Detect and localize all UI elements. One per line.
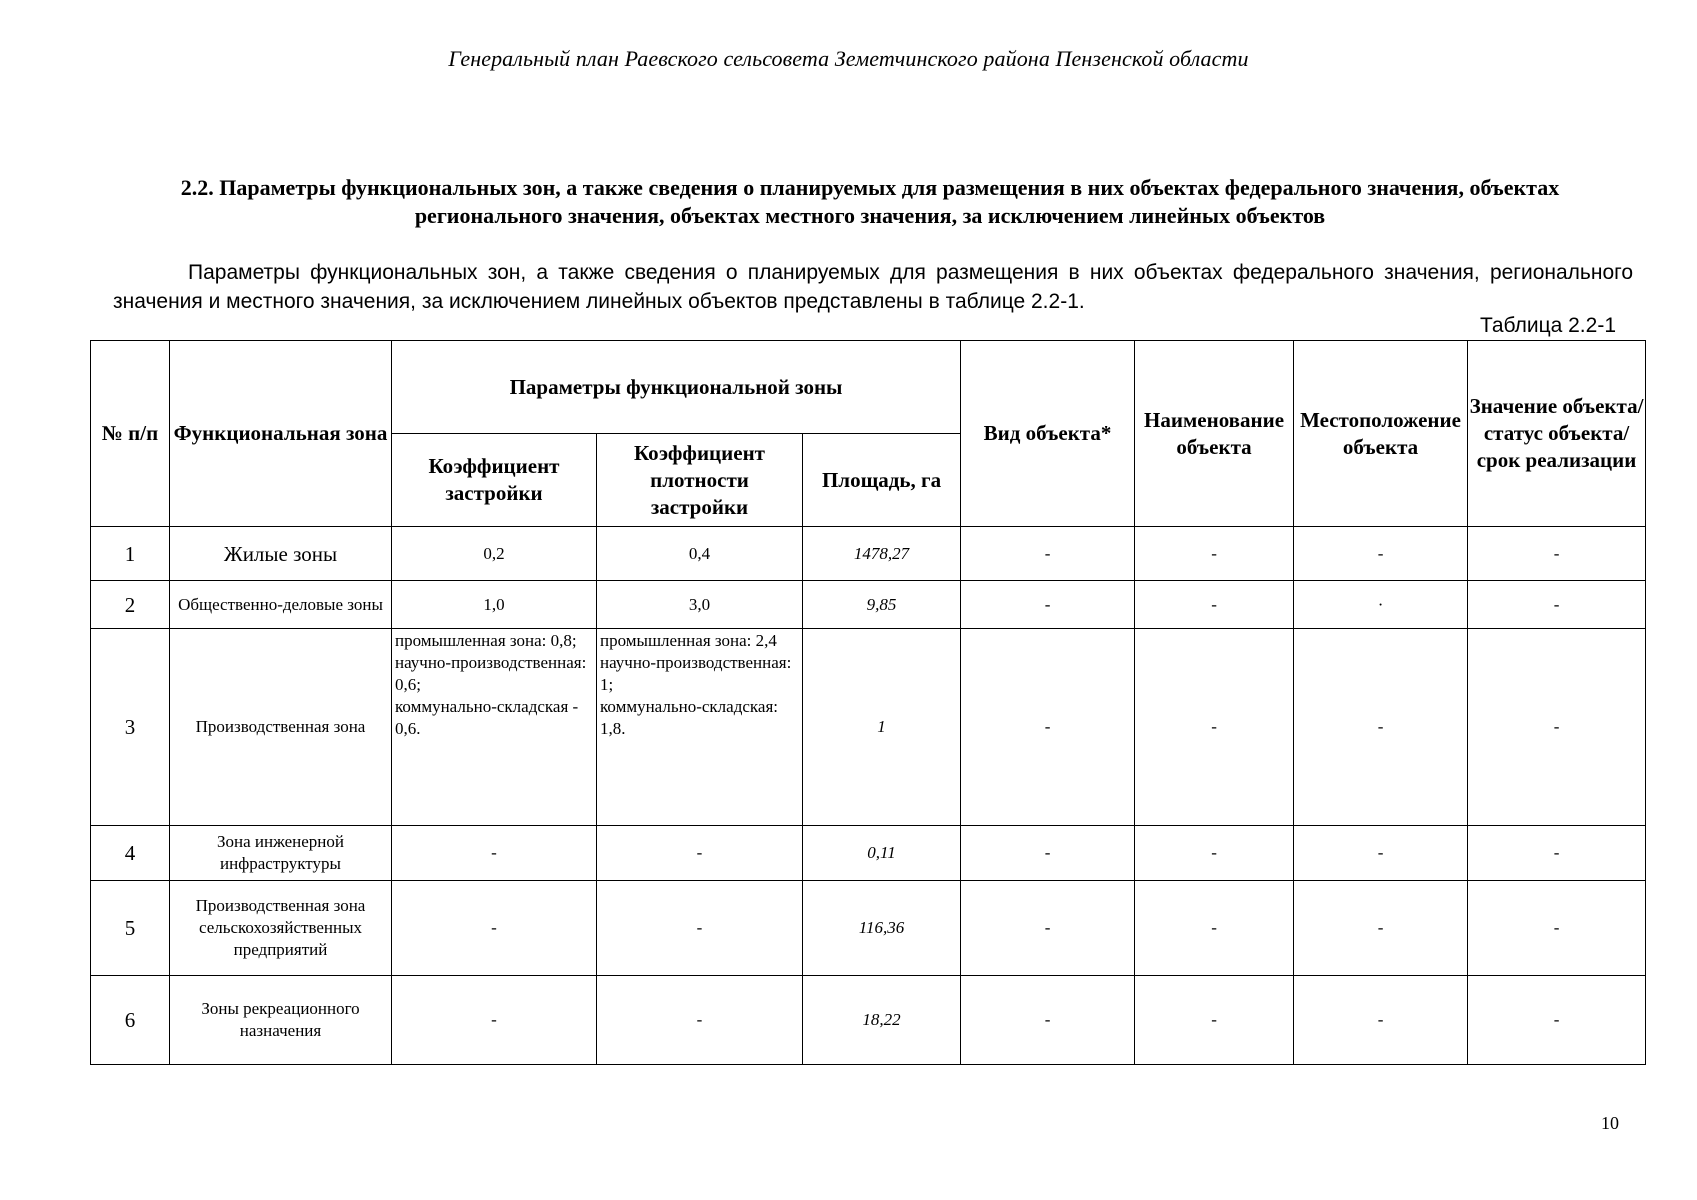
- cell-coef-build: -: [392, 976, 597, 1065]
- table-row: [91, 629, 1646, 826]
- cell-zone: Зоны рекреационного назначения: [170, 976, 392, 1065]
- cell-zone: Жилые зоны: [170, 527, 392, 581]
- page-number: 10: [1601, 1113, 1619, 1133]
- header-params: Параметры функциональной зоны: [392, 341, 961, 434]
- cell-obj-type: -: [961, 581, 1135, 629]
- cell-num: 6: [91, 976, 170, 1065]
- cell-zone: Производственная зона сельскохозяйственных предприятий: [170, 881, 392, 976]
- cell-coef-build: 1,0: [392, 581, 597, 629]
- table-row: [91, 527, 1646, 581]
- cell-coef-density: 0,4: [597, 527, 803, 581]
- cell-num: 2: [91, 581, 170, 629]
- header-zone: Функциональная зона: [170, 341, 392, 527]
- intro-paragraph: Параметры функциональных зон, а также сведения о планируемых для размещения в них объектах федерального значения, регионального значения и местного значения, за исключением линейных объектов представлены в таблице 2.2-1.: [113, 261, 1633, 313]
- cell-obj-status: -: [1468, 826, 1646, 881]
- header-obj-location: Местоположение объекта: [1294, 341, 1468, 527]
- cell-obj-name: -: [1135, 527, 1294, 581]
- cell-area: 9,85: [803, 581, 961, 629]
- cell-obj-status: -: [1468, 527, 1646, 581]
- cell-coef-build: -: [392, 826, 597, 881]
- cell-obj-status: -: [1468, 581, 1646, 629]
- cell-obj-location: -: [1294, 976, 1468, 1065]
- cell-obj-name: -: [1135, 629, 1294, 826]
- running-header: Генеральный план Раевского сельсовета Земетчинского района Пензенской области: [448, 46, 1249, 71]
- cell-obj-type: -: [961, 826, 1135, 881]
- cell-obj-location: -: [1294, 826, 1468, 881]
- cell-coef-density: промышленная зона: 2,4 научно-производственная: 1; коммунально-складская: 1,8.: [597, 629, 803, 826]
- table-caption: Таблица 2.2-1: [1479, 314, 1616, 337]
- cell-obj-name: -: [1135, 976, 1294, 1065]
- cell-area: 1: [803, 629, 961, 826]
- table-row: [91, 881, 1646, 976]
- header-num: № п/п: [91, 341, 170, 527]
- cell-obj-type: -: [961, 629, 1135, 826]
- cell-area: 1478,27: [803, 527, 961, 581]
- cell-obj-type: -: [961, 976, 1135, 1065]
- cell-obj-type: -: [961, 527, 1135, 581]
- header-obj-name: Наименование объекта: [1135, 341, 1294, 527]
- header-coef-density: Коэффициент плотности застройки: [597, 434, 803, 527]
- cell-zone: Зона инженерной инфраструктуры: [170, 826, 392, 881]
- cell-coef-density: -: [597, 881, 803, 976]
- cell-num: 3: [91, 629, 170, 826]
- cell-num: 4: [91, 826, 170, 881]
- cell-obj-type: -: [961, 881, 1135, 976]
- cell-coef-density: -: [597, 976, 803, 1065]
- cell-obj-status: -: [1468, 976, 1646, 1065]
- table-header-row: [91, 341, 1646, 434]
- cell-zone: Общественно-деловые зоны: [170, 581, 392, 629]
- cell-area: 0,11: [803, 826, 961, 881]
- cell-num: 1: [91, 527, 170, 581]
- cell-obj-name: -: [1135, 826, 1294, 881]
- cell-obj-name: -: [1135, 881, 1294, 976]
- cell-obj-status: -: [1468, 629, 1646, 826]
- header-obj-status: Значение объекта/ статус объекта/ срок реализации: [1468, 341, 1646, 527]
- cell-coef-build: -: [392, 881, 597, 976]
- cell-coef-build: 0,2: [392, 527, 597, 581]
- cell-obj-location: -: [1294, 527, 1468, 581]
- cell-obj-name: -: [1135, 581, 1294, 629]
- table-row: [91, 581, 1646, 629]
- zones-table: [90, 340, 1646, 1065]
- header-obj-type: Вид объекта*: [961, 341, 1135, 527]
- cell-obj-location: -: [1294, 881, 1468, 976]
- cell-coef-density: 3,0: [597, 581, 803, 629]
- cell-obj-status: -: [1468, 881, 1646, 976]
- table-row: [91, 976, 1646, 1065]
- table-row: [91, 826, 1646, 881]
- cell-zone: Производственная зона: [170, 629, 392, 826]
- cell-obj-location: ·: [1294, 581, 1468, 629]
- header-area: Площадь, га: [803, 434, 961, 527]
- cell-num: 5: [91, 881, 170, 976]
- cell-coef-build: промышленная зона: 0,8; научно-производственная: 0,6; коммунально-складская - 0,6.: [392, 629, 597, 826]
- cell-obj-location: -: [1294, 629, 1468, 826]
- cell-area: 18,22: [803, 976, 961, 1065]
- cell-area: 116,36: [803, 881, 961, 976]
- section-title: 2.2. Параметры функциональных зон, а также сведения о планируемых для размещения в них объектах федерального значения, объектах регионального значения, объектах местного значения, за исключением линейных объектов: [180, 175, 1560, 228]
- header-coef-build: Коэффициент застройки: [392, 434, 597, 527]
- cell-coef-density: -: [597, 826, 803, 881]
